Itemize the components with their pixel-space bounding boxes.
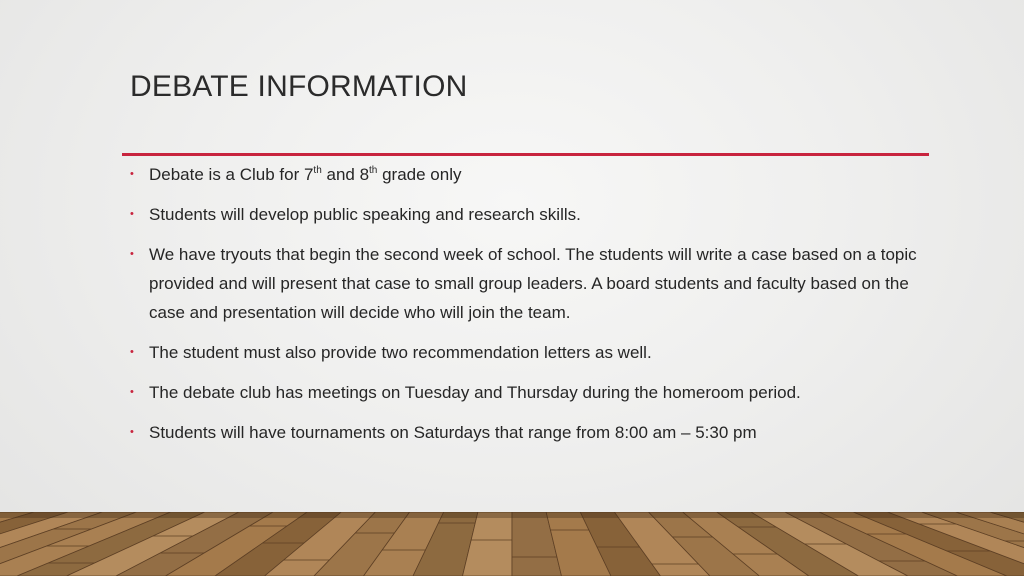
bullet-dot-icon: • xyxy=(130,208,134,220)
bullet-dot-icon: • xyxy=(130,386,134,398)
bullet-dot-icon: • xyxy=(130,248,134,260)
bullet-list xyxy=(130,160,920,458)
bullet-dot-icon: • xyxy=(130,346,134,358)
slide-title: DEBATE INFORMATION xyxy=(130,70,468,103)
bullet-text: The debate club has meetings on Tuesday and Thursday during the homeroom period. xyxy=(149,383,801,402)
bullet-item xyxy=(130,200,920,229)
bullet-text-part: Debate is a Club for 7 xyxy=(149,165,314,184)
bullet-text: The student must also provide two recommendation letters as well. xyxy=(149,343,652,362)
ordinal-suffix: th xyxy=(313,165,322,176)
wood-floor xyxy=(0,512,1024,576)
ordinal-suffix: th xyxy=(369,165,378,176)
bullet-text: We have tryouts that begin the second week of school. The students will write a case based on a topic provided and will present that case to small group leaders. A board students and faculty based on the case and presentation will decide who will join the team. xyxy=(149,245,917,322)
bullet-item xyxy=(130,240,920,327)
title-divider xyxy=(122,153,929,156)
bullet-item xyxy=(130,160,920,189)
bullet-text: Students will have tournaments on Saturdays that range from 8:00 am – 5:30 pm xyxy=(149,423,757,442)
wood-floor-graphic xyxy=(0,512,1024,576)
bullet-text-part: grade only xyxy=(377,165,462,184)
bullet-text: Students will develop public speaking and research skills. xyxy=(149,205,581,224)
bullet-item xyxy=(130,338,920,367)
bullet-text-part: and 8 xyxy=(321,165,370,184)
bullet-dot-icon: • xyxy=(130,426,134,438)
bullet-item xyxy=(130,378,920,407)
bullet-item xyxy=(130,418,920,447)
bullet-dot-icon: • xyxy=(130,168,134,180)
